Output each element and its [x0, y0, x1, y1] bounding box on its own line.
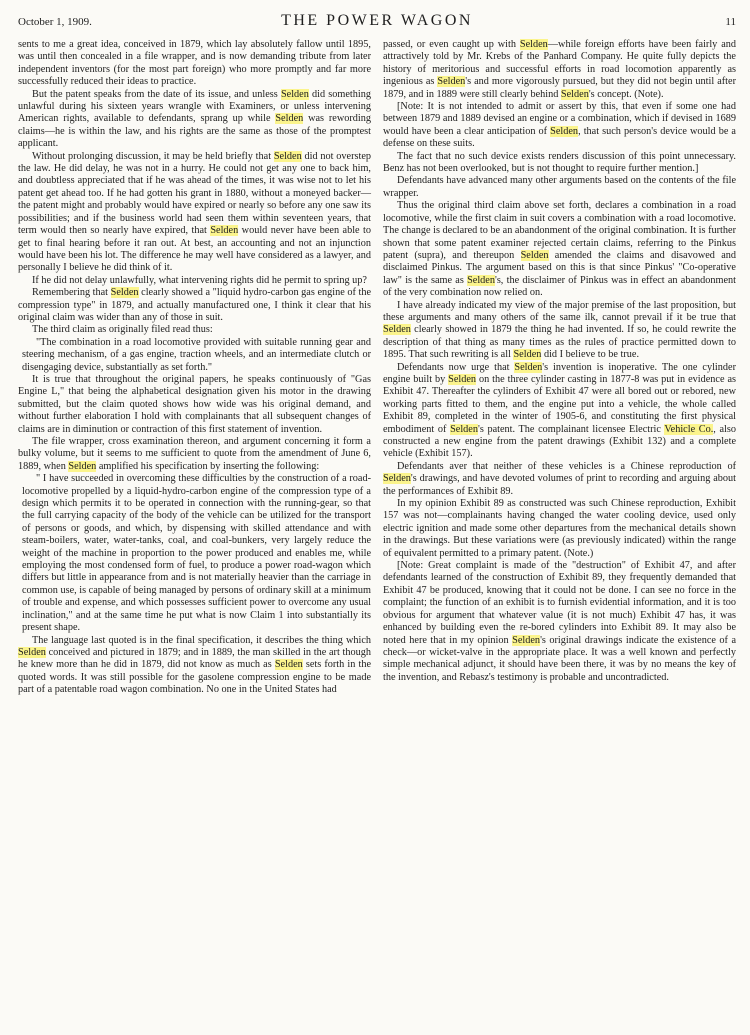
highlighted-term: Selden [514, 361, 543, 373]
highlighted-term: Selden [383, 324, 411, 336]
highlighted-term: Selden [275, 113, 304, 125]
highlighted-term: Selden [550, 125, 579, 137]
highlighted-term: Selden [68, 460, 97, 472]
highlighted-term: Selden [448, 373, 477, 385]
paragraph: Without prolonging discussion, it may be held briefly that Selden did not overstep the law. He did delay, he was not in a hurry. He could not get any one to back him, and doubtless appreciated that if he was ahead of the times, it was wise not to let his patent get ahead too. If he had gotten his grant in 1880, without a moneyed backer—the patent might and probably would have expired or nearly so before any one saw its possibilities; and if the business world had seen them within seventeen years, that term would then so nearly have expired, that Selden would never have been able to get to final hearing before it ran out. At best, an accounting and not an injunction would have been his lot. The difference he may well have considered as a lawyer, and personally I believe he did think of it. [18, 150, 372, 274]
paragraph: It is true that throughout the original papers, he speaks continuously of "Gas Engine L," that being the alphabetical designation given his motor in the drawing submitted, but the claim quoted shows how wide was his original demand, and without further elaboration I hold with complainants that all subsequent changes of claims are in diminution or contraction of this first statement of invention. [18, 373, 371, 435]
header-date: October 1, 1909. [18, 16, 92, 28]
article-body [18, 39, 736, 697]
highlighted-term: Selden [520, 249, 549, 261]
block-quote: "The combination in a road locomotive provided with suitable running gear and steering mechanism, of a gas engine, traction wheels, and an intermediate clutch or disengaging device, substantially as set forth." [22, 336, 371, 373]
highlighted-term: Selden [273, 150, 302, 162]
paragraph: The third claim as originally filed read thus: [32, 324, 213, 336]
paragraph: Remembering that Selden clearly showed a "liquid hydro-carbon gas engine of the compression type" in 1879, and actually manufactured one, I think it clear that his original claim was wider than any of those in suit. [18, 287, 372, 323]
highlighted-term: Selden [18, 646, 46, 658]
paragraph: In my opinion Exhibit 89 as constructed was such Chinese reproduction, Exhibit 157 was not—complainants having changed the water cooling device, used only electric ignition and made some other departures from the mechanical details shown in the drawings. But these variations were (as previously indicated) within the range of equivalent permitted to a primary patent. (Note.) [383, 498, 736, 559]
paragraph: I have already indicated my view of the major premise of the last proposition, but these arguments and many others of the same ilk, cannot prevail if it be true that Selden clearly showed in 1879 the thing he had invented. If so, he could rewrite the description of that thing as many times as the rules of practice permitted down to 1895. That such rewriting is all Selden did I believe to be true. [383, 299, 736, 361]
paragraph: [Note: It is not intended to admit or assert by this, that even if some one had between 1879 and 1889 devised an engine or a combination, which if devised in 1689 would have been a clear anticipation of Selden, that such person's device would be a defense on these suits. [383, 101, 736, 150]
page-header [18, 12, 736, 36]
paragraph: The file wrapper, cross examination thereon, and argument concerning it form a bulky volume, but it seems to me sufficient to quote from the amendment of June 6, 1889, when Selden amplified his specification by inserting the following: [18, 436, 371, 472]
highlighted-term: Selden [210, 225, 239, 237]
publication-title: THE POWER WAGON [281, 12, 473, 29]
left-column [18, 39, 371, 697]
highlighted-term: Selden [560, 88, 589, 100]
paragraph: Defendants have advanced many other arguments based on the contents of the file wrapper. [383, 175, 736, 199]
page-number: 11 [725, 16, 736, 28]
paragraph: sents to me a great idea, conceived in 1879, which lay absolutely fallow until 1895, was until then concealed in a file wrapper, and is now demanding tribute from later independent inventors (for the most part foreign) who more promptly and far more successfully reduced their ideas to practice. [18, 39, 371, 88]
paragraph: The language last quoted is in the final specification, it describes the thing which Selden conceived and pictured in 1879; and in 1889, the man skilled in the art though he knew more than he did in 1879, did not know as much as Selden sets forth in the quoted words. It was still possible for the gasolene compression engine to be made part of a patentable road wagon combination. No one in the United States had [18, 634, 372, 696]
paragraph: Defendants now urge that Selden's invention is inoperative. The one cylinder engine built by Selden on the three cylinder casting in 1877-8 was put in evidence as Exhibit 47. Thereafter the cylinders of Exhibit 47 were all bored out or rebored, new working parts fitted to them, and the engine put into a vehicle, the whole called Exhibit 89, completed in the winter of 1905-6, and constituting the first physical embodiment of Selden's patent. The complainant licensee Electric Vehicle Co., also constructed a new engine from the patent drawings (Exhibit 132) and a complete vehicle (Exhibit 157). [383, 361, 737, 460]
highlighted-term: Selden [519, 39, 548, 50]
highlighted-term: Selden [467, 274, 495, 286]
highlighted-term: Selden [512, 634, 541, 646]
paragraph: The fact that no such device exists renders discussion of this point unnecessary. Benz has not been overlooked, but is not thought to require further mention.] [383, 150, 736, 175]
paragraph: Defendants aver that neither of these vehicles is a Chinese reproduction of Selden's drawings, and have devoted volumes of print to recording and arguing about the performances of Exhibit 89. [383, 460, 736, 497]
block-quote: " I have succeeded in overcoming these difficulties by the construction of a road-locomotive propelled by a liquid-hydro-carbon engine of the compression type of a design which permits it to be operated in connection with the running-gear, so that the full carrying capacity of the body of the vehicle can be utilized for the transport of persons or goods, and which, by dispensing with skilled attendance and with steam-boilers, water, water-tanks, coal, and coal-bunkers, very largely reduce the weight of the machine in proportion to the power produced and enables me, while employing the most condensed form of fuel, to produce a power road-wagon which differs but little in appearance from and is not materially heavier than the carriage in common use, is capable of being managed by persons of ordinary skill at a minimum of trouble and expense, and which possesses sufficient power to overcome any usual inclination," and at the same time he put what is now Claim 1 into substantially its present shape. [22, 473, 371, 634]
paragraph: passed, or even caught up with Selden—while foreign efforts have been fairly and attractively told by Mr. Krebs of the Panhard Company. He quite fully depicts the history of meritorious and successful efforts in road locomotion apparently as ingenious as Selden's and more vigorously pursued, but they did not begin until after 1879, and in 1889 were still clearly behind Selden's concept. (Note). [383, 39, 736, 100]
highlighted-term: Selden [280, 88, 309, 100]
highlighted-term: Selden [274, 659, 303, 671]
highlighted-term: Selden [437, 76, 466, 88]
right-column [383, 39, 736, 697]
highlighted-term: Selden [383, 473, 411, 485]
highlighted-term: Vehicle Co. [664, 423, 714, 435]
highlighted-term: Selden [110, 287, 139, 299]
highlighted-term: Selden [450, 423, 478, 435]
highlighted-term: Selden [513, 349, 542, 361]
paragraph: But the patent speaks from the date of its issue, and unless Selden did something unlawful during his sixteen years wrangle with Examiners, or unless intervening American rights, available to defendants, sprang up while Selden was rewording claims—he is within the law, and his rights are the same as those of the promptest applicant. [18, 88, 372, 150]
paragraph: [Note: Great complaint is made of the "destruction" of Exhibit 47, and after defendants learned of the construction of Exhibit 89, they frequently demanded that Exhibit 47 be produced, knowing that it could not be done. I can see no force in the complaint; the function of an exhibit is to furnish evidential information, and it is too obvious for argument that whatever value (it is not much) Exhibit 47 has, it was enhanced by building even the re-bored cylinders into Exhibit 89. It may also be noted here that in my opinion Selden's original drawings indicate the existence of a check—or wicket-valve in the appropriate place. It was a well known and perfectly simple mechanical adjunct, it should have been there, it was by no means the key of the invention, and Rebasz's testimony is probable and uncontradicted. [383, 560, 737, 683]
paragraph: Thus the original third claim above set forth, declares a combination in a road locomotive, while the first claim in suit covers a combination with a road locomotive. The change is declared to be an abandonment of the original combination. It is further shown that some patent examiner rejected certain claims, referring to the Pinkus patent (supra), and thereupon Selden amended the claims and disavowed and disclaimed Pinkus. The argument based on this is that since Pinkus' "Co-operative law" is the same as Selden's, the disclaimer of Pinkus was in effect an abandonment of the very combination now relied on. [383, 200, 736, 299]
paragraph: If he did not delay unlawfully, what intervening rights did he permit to spring up? [32, 274, 367, 286]
